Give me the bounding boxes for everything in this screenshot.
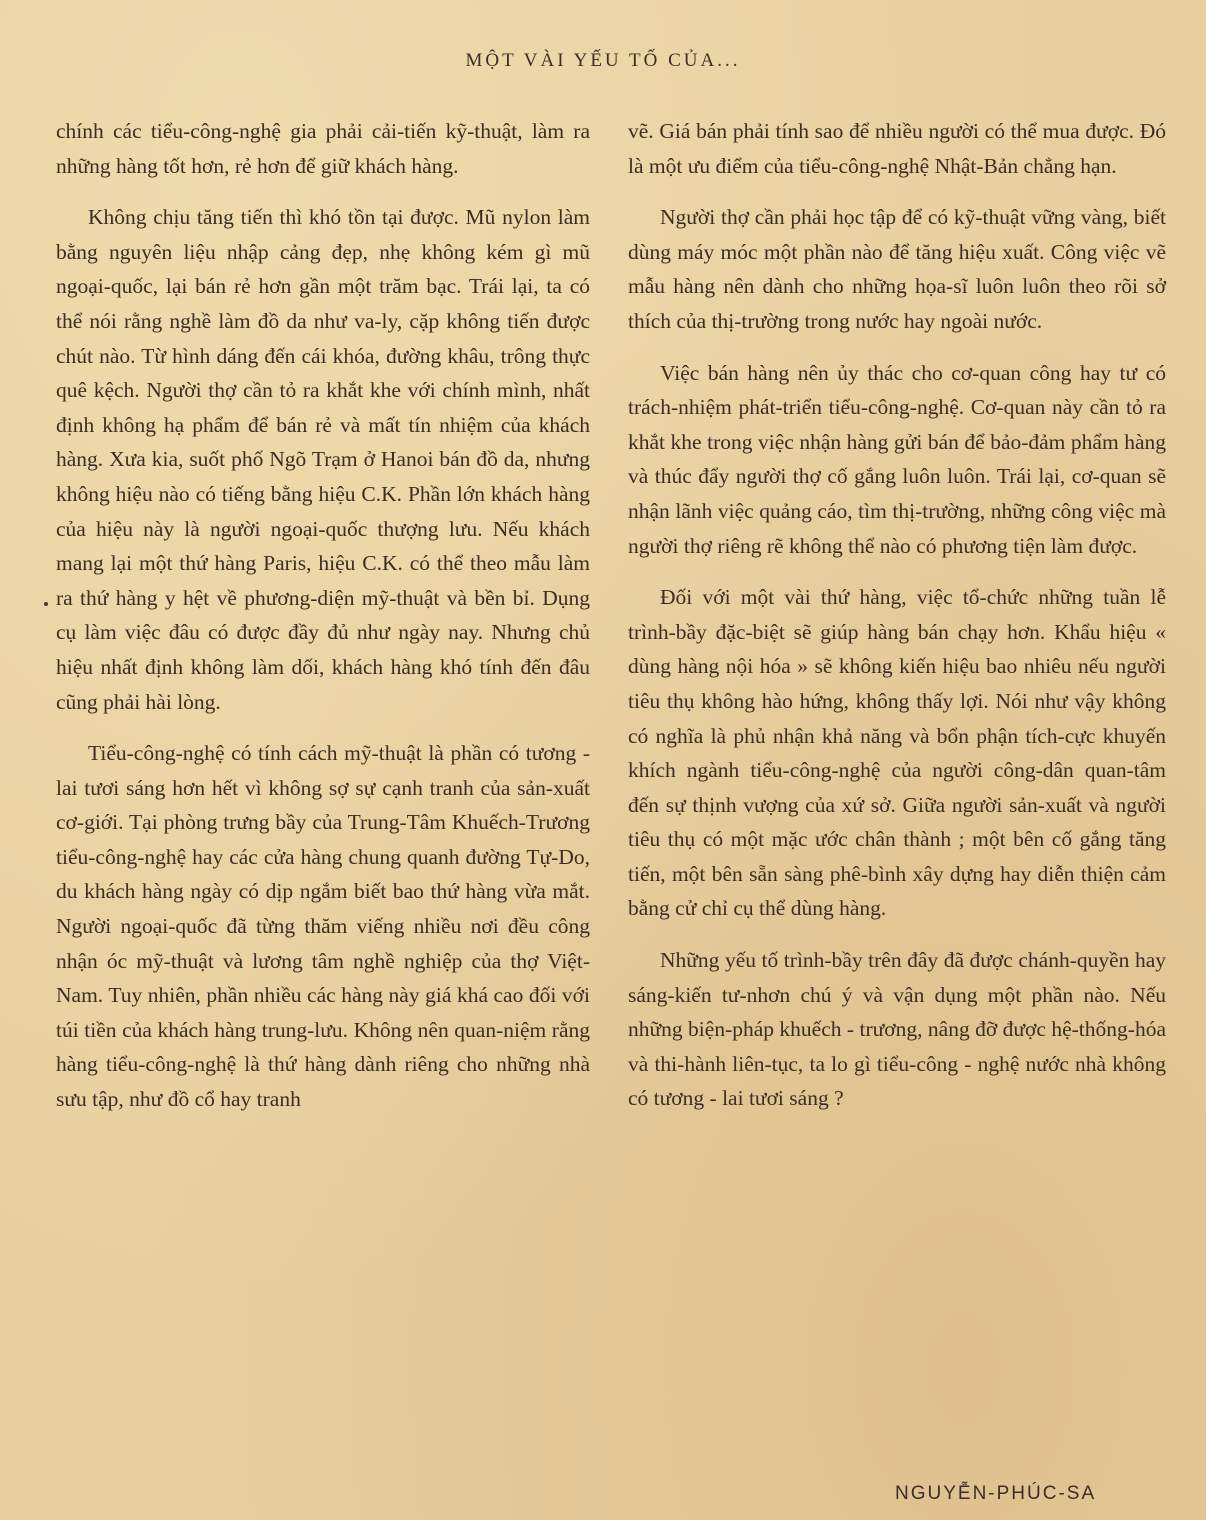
paragraph: Đối với một vài thứ hàng, việc tổ-chức những tuần lễ trình-bầy đặc-biệt sẽ giúp hàng bán chạy hơn. Khẩu hiệu « dùng hàng nội hóa » sẽ không kiến hiệu bao nhiêu nếu người tiêu thụ không hào hứng, không thấy lợi. Nói như vậy không có nghĩa là phủ nhận khả năng và bổn phận tích-cực khuyến khích ngành tiểu-công-nghệ của người công-dân quan-tâm đến sự thịnh vượng của xứ sở. Giữa người sản-xuất và người tiêu thụ có một mặc ước chân thành ; một bên cố gắng tăng tiến, một bên sẵn sàng phê-bình xây dựng hay diễn thiện cảm bằng cử chỉ cụ thể dùng hàng. [628,585,1166,921]
left-column [56,114,590,1134]
paragraph: vẽ. Giá bán phải tính sao để nhiều người có thể mua được. Đó là một ưu điểm của tiểu-công-nghệ Nhật-Bản chẳng hạn. [628,119,1166,178]
paragraph: Tiểu-công-nghệ có tính cách mỹ-thuật là phần có tương - lai tươi sáng hơn hết vì không sợ sự cạnh tranh của sản-xuất cơ-giới. Tại phòng trưng bầy của Trung-Tâm Khuếch-Trương tiểu-công-nghệ hay các cửa hàng chung quanh đường Tự-Do, du khách hàng ngày có dịp ngắm biết bao thứ hàng vừa mắt. Người ngoại-quốc đã từng thăm viếng nhiều nơi đều công nhận óc mỹ-thuật và lương tâm nghề nghiệp của thợ Việt-Nam. Tuy nhiên, phần nhiều các hàng này giá khá cao đối với túi tiền của khách hàng trung-lưu. Không nên quan-niệm rằng hàng tiểu-công-nghệ là thứ hàng dành riêng cho những nhà sưu tập, như đồ cổ hay tranh [56,741,590,1112]
paragraph: Việc bán hàng nên ủy thác cho cơ-quan công hay tư có trách-nhiệm phát-triển tiểu-công-nghệ. Cơ-quan này cần tỏ ra khắt khe trong việc nhận hàng gửi bán để bảo-đảm phẩm hàng và thúc đẩy người thợ cố gắng luôn luôn. Trái lại, cơ-quan sẽ nhận lãnh việc quảng cáo, tìm thị-trường, những công việc mà người thợ riêng rẽ không thể nào có phương tiện làm được. [628,360,1166,558]
print-mark [44,602,48,606]
right-column [628,114,1166,1133]
paragraph: chính các tiểu-công-nghệ gia phải cải-tiến kỹ-thuật, làm ra những hàng tốt hơn, rẻ hơn để giữ khách hàng. [56,119,590,178]
running-header: MỘT VÀI YẾU TỐ CỦA... [465,50,741,71]
paragraph: Những yếu tố trình-bầy trên đây đã được chánh-quyền hay sáng-kiến tư-nhơn chú ý và vận dụng một phần nào. Nếu những biện-pháp khuếch - trương, nâng đỡ được hệ-thống-hóa và thi-hành liên-tục, ta lo gì tiểu-công - nghệ nước nhà không có tương - lai tươi sáng ? [628,948,1166,1111]
paragraph: Không chịu tăng tiến thì khó tồn tại được. Mũ nylon làm bằng nguyên liệu nhập cảng đẹp, nhẹ không kém gì mũ ngoại-quốc, lại bán rẻ hơn gần một trăm bạc. Trái lại, ta có thể nói rằng nghề làm đồ da như va-ly, cặp không tiến được chút nào. Từ hình dáng đến cái khóa, đường khâu, trông thực quê kệch. Người thợ cần tỏ ra khắt khe với chính mình, nhất định không hạ phẩm để bán rẻ và mất tín nhiệm của khách hàng. Xưa kia, suốt phố Ngõ Trạm ở Hanoi bán đồ da, nhưng không hiệu nào có tiếng bằng hiệu C.K. Phần lớn khách hàng của hiệu này là người ngoại-quốc thượng lưu. Nếu khách mang lại một thứ hàng Paris, hiệu C.K. có thể theo mẫu làm ra thứ hàng y hệt về phương-diện mỹ-thuật và bền bỉ. Dụng cụ làm việc đâu có được đầy đủ như ngày nay. Nhưng chủ hiệu nhất định không làm dối, khách hàng khó tính đến đâu cũng phải hài lòng. [56,205,590,714]
paragraph: Người thợ cần phải học tập để có kỹ-thuật vững vàng, biết dùng máy móc một phần nào để tăng hiệu xuất. Công việc vẽ mẫu hàng nên dành cho những họa-sĩ luôn luôn theo rõi sở thích của thị-trường trong nước hay ngoài nước. [628,205,1166,333]
author-signature: NGUYỄN-PHÚC-SA [895,1483,1097,1504]
